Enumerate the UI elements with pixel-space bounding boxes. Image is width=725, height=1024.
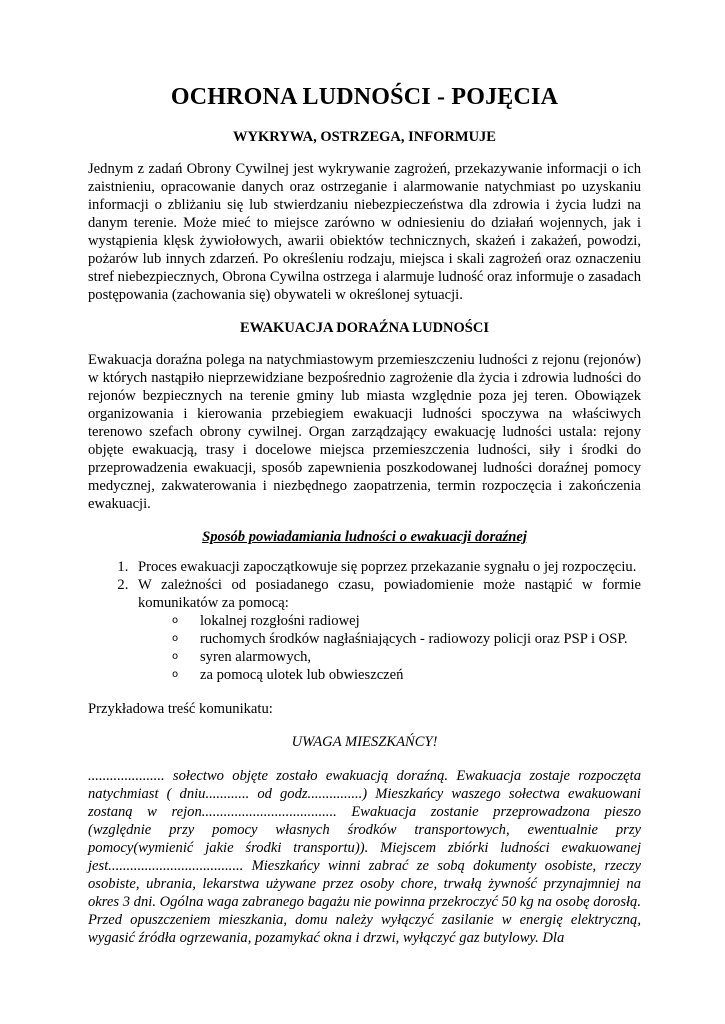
list-item — [170, 648, 641, 666]
means-list — [138, 612, 641, 684]
list-item — [170, 630, 641, 648]
means-text: za pomocą ulotek lub obwieszczeń — [200, 667, 404, 683]
example-intro: Przykładowa treść komunikatu: — [88, 701, 273, 717]
step-text: W zależności od posiadanego czasu, powiadomienie może nastąpić w formie komunikatów za pomocą: — [138, 577, 641, 611]
list-item — [170, 666, 641, 684]
section-heading-detection: WYKRYWA, OSTRZEGA, INFORMUJE — [233, 129, 496, 145]
page-title: OCHRONA LUDNOŚCI - POJĘCIA — [170, 84, 559, 110]
notification-steps — [88, 558, 641, 684]
means-text: lokalnej rozgłośni radiowej — [200, 613, 360, 629]
circle-bullet-icon: o — [172, 615, 179, 626]
circle-bullet-icon: o — [172, 651, 179, 662]
paragraph-detection: Jednym z zadań Obrony Cywilnej jest wykrywanie zagrożeń, przekazywanie informacji o ich zaistnieniu, opracowanie danych oraz ostrzeganie i alarmowanie natychmiast po uzyskaniu informacji o zbliżaniu się lub stwierdzaniu niebezpieczeństwa dla zdrowia i życia ludzi na danym terenie. Może mieć to miejsce zarówno w odniesieniu do działań wojennych, jak i wystąpienia klęsk żywiołowych, awarii obiektów technicznych, skażeń i zakażeń, powodzi, pożarów lub innych zdarzeń. Po określeniu rodzaju, miejsca i skali zagrożeń oraz oznaczeniu stref niebezpiecznych, Obrona Cywilna ostrzega i alarmuje ludność oraz informuje o zasadach postępowania (zachowania się) obywateli w określonej sytuacji. — [88, 161, 641, 303]
step-item — [132, 558, 641, 576]
notification-heading: Sposób powiadamiania ludności o ewakuacji doraźnej — [202, 529, 527, 545]
notice-text: ..................... sołectwo objęte zostało ewakuacją doraźną. Ewakuacja zostaje rozpoczęta natychmiast ( dniu............ od godz...............) Mieszkańcy waszego sołectwa ewakuowani zostaną w rejon..................................... Ewakuacja zostanie przeprowadzona pieszo (względnie przy pomocy własnych środków transportowych, ewentualnie przy pomocy(wymienić jakie środki transportu)). Miejscem zbiórki ludności ewakuowanej jest..................................... Mieszkańcy winni zabrać ze sobą dokumenty osobiste, rzeczy osobiste, ubrania, lekarstwa używane przez osoby chore, trwałą żywność przynajmniej na okres 3 dni. Ogólna waga zabranego bagażu nie powinna przekroczyć 50 kg na osobę dorosłą. Przed opuszczeniem mieszkania, domu należy wyłączyć zasilanie w energię elektryczną, wygasić źródła ogrzewania, pozamykać okna i drzwi, wyłączyć gaz butylowy. Dla — [88, 768, 641, 946]
section-heading-evacuation: EWAKUACJA DORAŹNA LUDNOŚCI — [240, 320, 489, 336]
circle-bullet-icon: o — [172, 669, 179, 680]
means-text: syren alarmowych, — [200, 649, 312, 665]
step-item — [132, 576, 641, 684]
paragraph-evacuation: Ewakuacja doraźna polega na natychmiastowym przemieszczeniu ludności z rejonu (rejonów) w których nastąpiło nieprzewidziane bezpośrednio zagrożenie dla życia i zdrowia ludności do rejonów bezpiecznych na terenie gminy lub miasta względnie poza jej teren. Obowiązek organizowania i kierowania przebiegiem ewakuacji ludności spoczywa na właściwych terenowo szefach obrony cywilnej. Organ zarządzający ewakuację ludności ustala: rejony objęte ewakuacją, trasy i docelowe miejsca przemieszczenia ludności, siły i środki do przeprowadzenia ewakuacji, sposób zapewnienia poszkodowanej ludności doraźnej pomocy medycznej, zakwaterowania i niezbędnego zaopatrzenia, termin rozpoczęcia i zakończenia ewakuacji. — [88, 352, 641, 512]
notice-heading: UWAGA MIESZKAŃCY! — [291, 734, 438, 750]
list-item — [170, 612, 641, 630]
step-text: Proces ewakuacji zapoczątkowuje się poprzez przekazanie sygnału o jej rozpoczęciu. — [138, 559, 637, 575]
circle-bullet-icon: o — [172, 633, 179, 644]
means-text: ruchomych środków nagłaśniających - radiowozy policji oraz PSP i OSP. — [200, 631, 628, 647]
